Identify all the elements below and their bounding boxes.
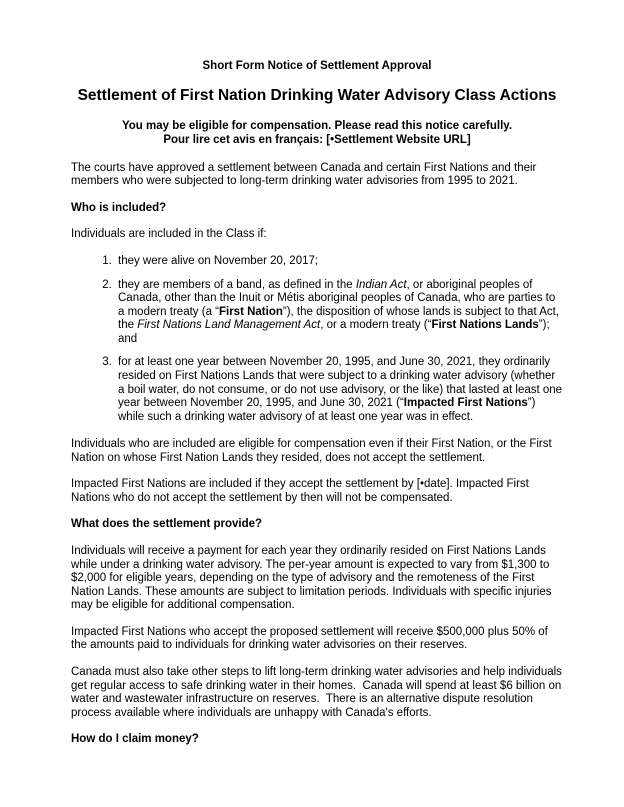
criterion-item-2: 2. they are members of a band, as defined in the Indian Act, or aboriginal peoples of Canada, other than the Inuit or Métis aboriginal peoples of Canada, who are parties to a modern treaty (a “First Nation”), the disposition of whose lands is subject to that Act, the First Nations Land Management Act, or a modern treaty (“First Nations Lands”); and	[115, 279, 563, 347]
notice-type-heading: Short Form Notice of Settlement Approval	[202, 60, 432, 72]
subtitle-english: You may be eligible for compensation. Please read this notice carefully.	[121, 120, 513, 133]
criterion-item-3: 3. for at least one year between November 20, 1995, and June 30, 2021, they ordinarily resided on First Nations Lands that were subject to a drinking water advisory (whether a boil water, do not consume, or do not use advisory, or the like) that lasted at least one year between November 20, 1995, and June 30, 2021 (“Impacted First Nations”) while such a drinking water advisory of at least one year was in effect.	[115, 356, 563, 424]
class-intro-paragraph: Individuals are included in the Class if:	[71, 228, 267, 241]
first-nations-payment-paragraph: Impacted First Nations who accept the proposed settlement will receive $500,000 plus 50% of the amounts paid to individuals for drinking water advisories on their reserves.	[71, 625, 552, 652]
deadline-paragraph: Impacted First Nations are included if they accept the settlement by [•date]. Impacted First Nations who do not accept the settlement by then will not be compensated.	[71, 478, 533, 504]
canada-obligations-paragraph: Canada must also take other steps to lift long-term drinking water advisories and help individuals get regular access to safe drinking water in their homes. Canada will spend at least $6 billion on water and wastewater infrastructure on reserves. There is an alternative dispute resolution process available where individuals are unhappy with Canada's efforts.	[71, 665, 566, 719]
document-title: Settlement of First Nation Drinking Water Advisory Class Actions	[77, 86, 557, 104]
eligibility-paragraph: Individuals who are included are eligible for compensation even if their First Nation, or the First Nation on whose First Nation Lands they resided, does not accept the settlement.	[71, 438, 555, 464]
subtitle-french: Pour lire cet avis en français: [•Settlement Website URL]	[163, 133, 471, 146]
intro-paragraph: The courts have approved a settlement between Canada and certain First Nations and their members who were subjected to long-term drinking water advisories from 1995 to 2021.	[71, 161, 540, 188]
subtitle-block	[71, 120, 563, 148]
payment-paragraph: Individuals will receive a payment for each year they ordinarily resided on First Nations Lands while under a drinking water advisory. The per-year amount is expected to vary from $1,300 to $2,000 for eligible years, depending on the type of advisory and the remoteness of the First Nation Lands. These amounts are subject to limitation periods. Individuals with specific injuries may be eligible for additional compensation.	[71, 545, 555, 612]
section-heading-how-to-claim: How do I claim money?	[71, 733, 199, 746]
criterion-item-1: 1. they were alive on November 20, 2017;	[115, 255, 563, 269]
section-heading-settlement-provides: What does the settlement provide?	[71, 518, 263, 531]
criteria-list	[71, 255, 563, 424]
section-heading-who-is-included: Who is included?	[71, 201, 167, 214]
